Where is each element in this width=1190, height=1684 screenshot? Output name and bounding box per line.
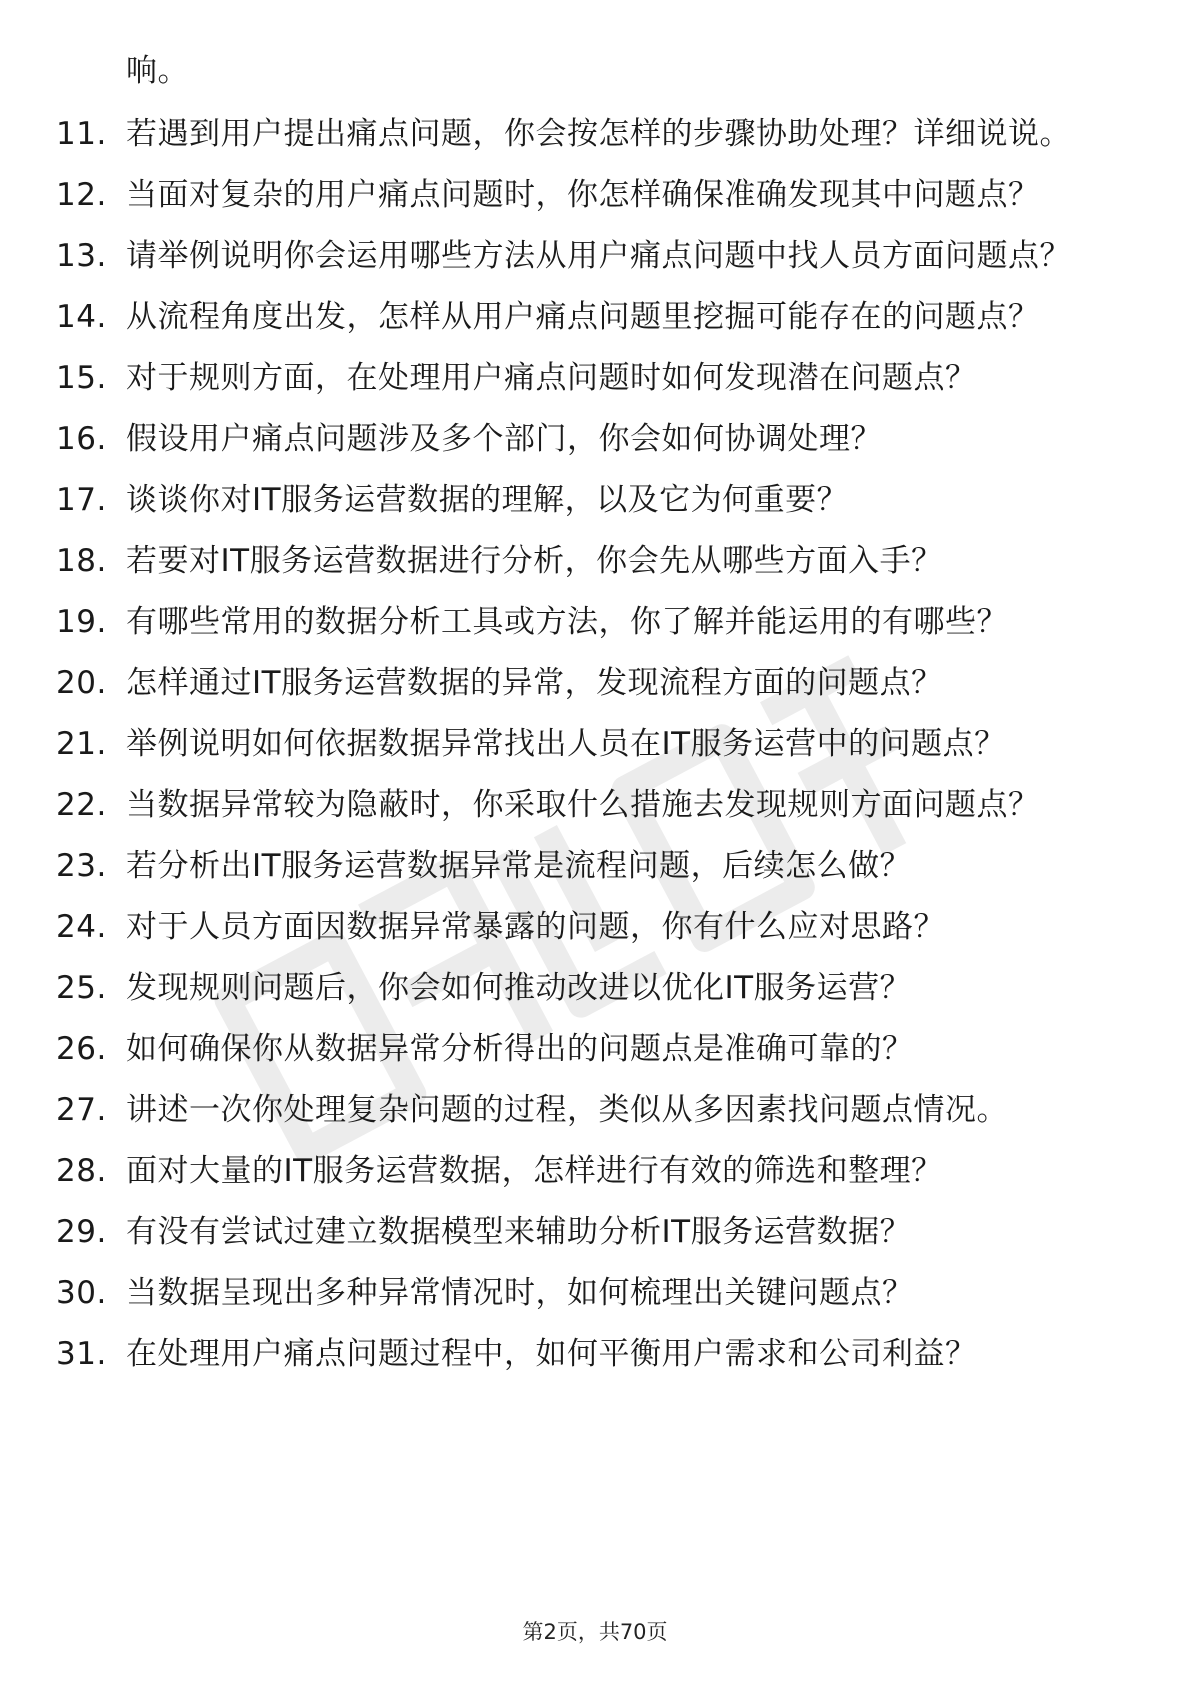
question-number: 29. <box>56 1214 107 1250</box>
question-number: 17. <box>56 482 107 518</box>
question-number: 12. <box>56 177 107 213</box>
page-footer: 第2页，共70页 <box>522 1620 668 1644</box>
question-item <box>0 540 1190 583</box>
question-text: 当数据呈现出多种异常情况时，如何梳理出关键问题点？ <box>126 1275 914 1311</box>
question-number: 22. <box>56 787 107 823</box>
question-list <box>0 50 1190 1394</box>
continuation-text: 响。 <box>126 53 189 89</box>
question-number: 21. <box>56 726 107 762</box>
question-text: 假设用户痛点问题涉及多个部门，你会如何协调处理？ <box>126 421 882 457</box>
question-text: 如何确保你从数据异常分析得出的问题点是准确可靠的？ <box>126 1031 914 1067</box>
continuation-line <box>0 50 1190 93</box>
question-item <box>0 845 1190 888</box>
question-text: 若要对IT服务运营数据进行分析，你会先从哪些方面入手？ <box>126 543 943 579</box>
question-item <box>0 906 1190 949</box>
question-text: 当数据异常较为隐蔽时，你采取什么措施去发现规则方面问题点？ <box>126 787 1040 823</box>
question-number: 31. <box>56 1336 107 1372</box>
question-number: 26. <box>56 1031 107 1067</box>
question-number: 14. <box>56 299 107 335</box>
question-item <box>0 174 1190 217</box>
question-number: 25. <box>56 970 107 1006</box>
question-item <box>0 784 1190 827</box>
question-number: 28. <box>56 1153 107 1189</box>
question-item <box>0 723 1190 766</box>
question-item <box>0 418 1190 461</box>
question-text: 对于人员方面因数据异常暴露的问题，你有什么应对思路？ <box>126 909 945 945</box>
question-number: 24. <box>56 909 107 945</box>
question-number: 16. <box>56 421 107 457</box>
question-text: 举例说明如何依据数据异常找出人员在IT服务运营中的问题点？ <box>126 726 1006 762</box>
question-number: 18. <box>56 543 107 579</box>
question-item <box>0 357 1190 400</box>
question-item <box>0 967 1190 1010</box>
question-item <box>0 113 1190 156</box>
question-item <box>0 1211 1190 1254</box>
question-item <box>0 662 1190 705</box>
question-item <box>0 296 1190 339</box>
question-item <box>0 235 1190 278</box>
question-text: 谈谈你对IT服务运营数据的理解，以及它为何重要？ <box>126 482 849 518</box>
question-item <box>0 1333 1190 1376</box>
question-text: 在处理用户痛点问题过程中，如何平衡用户需求和公司利益？ <box>126 1336 977 1372</box>
question-number: 27. <box>56 1092 107 1128</box>
question-text: 请举例说明你会运用哪些方法从用户痛点问题中找人员方面问题点？ <box>126 238 1071 274</box>
question-number: 23. <box>56 848 107 884</box>
question-number: 19. <box>56 604 107 640</box>
question-text: 对于规则方面，在处理用户痛点问题时如何发现潜在问题点？ <box>126 360 977 396</box>
question-item <box>0 1028 1190 1071</box>
question-number: 15. <box>56 360 107 396</box>
question-item <box>0 1150 1190 1193</box>
question-text: 面对大量的IT服务运营数据，怎样进行有效的筛选和整理？ <box>126 1153 943 1189</box>
question-number: 20. <box>56 665 107 701</box>
question-item <box>0 1089 1190 1132</box>
question-text: 若遇到用户提出痛点问题，你会按怎样的步骤协助处理？详细说说。 <box>126 116 1071 152</box>
question-number: 11. <box>56 116 107 152</box>
question-text: 有没有尝试过建立数据模型来辅助分析IT服务运营数据？ <box>126 1214 912 1250</box>
question-item <box>0 479 1190 522</box>
question-text: 发现规则问题后，你会如何推动改进以优化IT服务运营？ <box>126 970 912 1006</box>
question-text: 讲述一次你处理复杂问题的过程，类似从多因素找问题点情况。 <box>126 1092 1008 1128</box>
question-text: 若分析出IT服务运营数据异常是流程问题，后续怎么做？ <box>126 848 912 884</box>
question-text: 有哪些常用的数据分析工具或方法，你了解并能运用的有哪些？ <box>126 604 1008 640</box>
question-number: 30. <box>56 1275 107 1311</box>
question-text: 从流程角度出发，怎样从用户痛点问题里挖掘可能存在的问题点？ <box>126 299 1040 335</box>
question-item <box>0 601 1190 644</box>
question-text: 怎样通过IT服务运营数据的异常，发现流程方面的问题点？ <box>126 665 943 701</box>
question-number: 13. <box>56 238 107 274</box>
question-item <box>0 1272 1190 1315</box>
question-text: 当面对复杂的用户痛点问题时，你怎样确保准确发现其中问题点？ <box>126 177 1040 213</box>
